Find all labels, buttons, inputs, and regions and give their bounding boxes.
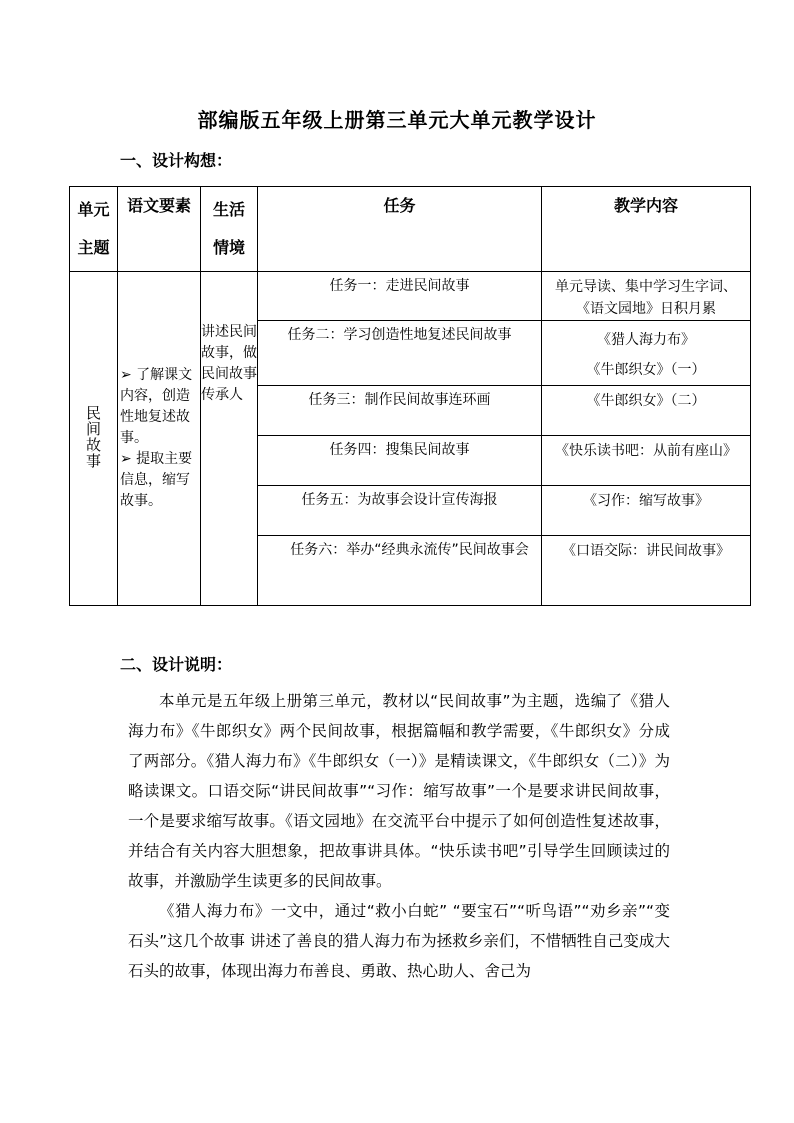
section-heading-design-notes: 二、设计说明：: [120, 655, 233, 674]
table-header-row: [70, 187, 751, 272]
header-life-context: 生活 情境: [201, 187, 258, 272]
header-language-elements: 语文要素: [118, 187, 201, 272]
task-cell: 任务六：举办“经典永流传”民间故事会: [258, 536, 542, 606]
unit-theme-cell: [70, 272, 118, 606]
header-teaching-content: 教学内容: [542, 187, 751, 272]
task-cell: 任务五：为故事会设计宣传海报: [258, 486, 542, 536]
life-context-cell: 讲述民间故事，做民间故事传承人: [201, 272, 258, 606]
content-cell: 单元导读、集中学习生字词、 《语文园地》日积月累: [542, 272, 751, 321]
paragraph: 《猎人海力布》一文中，通过“救小白蛇” “要宝石”“听鸟语”“劝乡亲”“变石头”这几个故事 讲述了善良的猎人海力布为拯救乡亲们，不惜牺牲自己变成大石头的故事，体现出海力布善良、勇敢、热心助人、舍己为: [128, 902, 670, 980]
task-cell: 任务二：学习创造性地复述民间故事: [258, 321, 542, 386]
task-cell: 任务四：搜集民间故事: [258, 436, 542, 486]
language-element-item: ➢ 了解课文内容，创造性地复述故事。: [120, 367, 193, 446]
content-cell: 《牛郎织女》（二）: [542, 386, 751, 436]
language-elements-cell: [118, 272, 201, 606]
header-unit-theme: 单元 主题: [70, 187, 118, 272]
table-row: [70, 272, 751, 321]
unit-plan-table: [69, 186, 751, 606]
content-cell: 《习作：缩写故事》: [542, 486, 751, 536]
design-notes-body: [128, 686, 670, 986]
header-task: 任务: [258, 187, 542, 272]
task-cell: 任务一：走进民间故事: [258, 272, 542, 321]
content-cell: 《猎人海力布》 《牛郎织女》（一）: [542, 321, 751, 386]
content-cell: 《快乐读书吧：从前有座山》: [542, 436, 751, 486]
paragraph: 本单元是五年级上册第三单元，教材以“民间故事”为主题，选编了《猎人海力布》《牛郎织女》两个民间故事，根据篇幅和教学需要，《牛郎织女》分成了两部分。《猎人海力布》《牛郎织女（一）》是精读课文，《牛郎织女（二）》为略读课文。口语交际“讲民间故事”“习作：缩写故事”一个是要求讲民间故事，一个是要求缩写故事。《语文园地》在交流平台中提示了如何创造性复述故事，并结合有关内容大胆想象，把故事讲具体。“快乐读书吧”引导学生回顾读过的故事，并激励学生读更多的民间故事。: [128, 692, 670, 890]
content-cell: 《口语交际：讲民间故事》: [542, 536, 751, 606]
page-title: 部编版五年级上册第三单元大单元教学设计: [197, 108, 597, 132]
task-cell: 任务三：制作民间故事连环画: [258, 386, 542, 436]
unit-theme-text: 民间故事: [84, 404, 102, 469]
section-heading-design-concept: 一、设计构想：: [120, 151, 233, 170]
language-element-item: ➢ 提取主要信息，缩写故事。: [120, 451, 193, 509]
